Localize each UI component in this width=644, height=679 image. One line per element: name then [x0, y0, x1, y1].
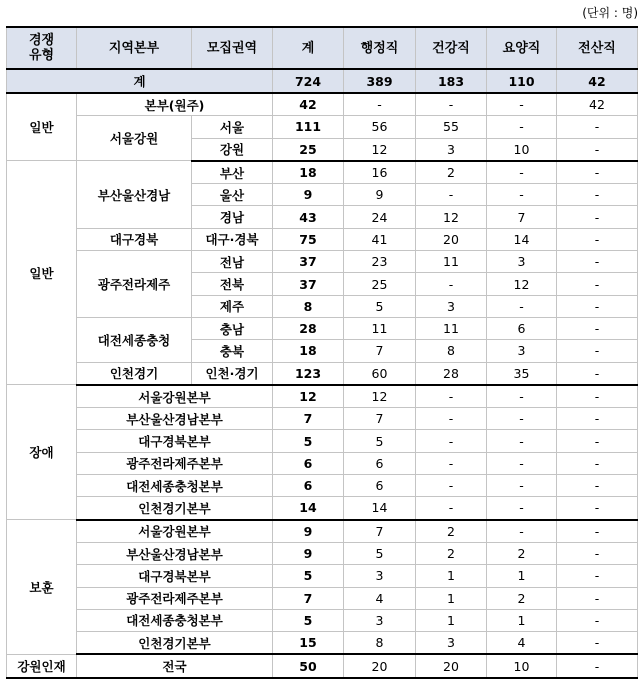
- hq-cell: 광주전라제주: [77, 251, 192, 318]
- total-cell: 37: [273, 273, 344, 295]
- hq-cell: 서울강원본부: [77, 385, 273, 408]
- area-cell: 울산: [192, 184, 273, 206]
- area-cell: 충남: [192, 317, 273, 339]
- table-row: [7, 317, 638, 339]
- health-cell: 12: [416, 206, 487, 228]
- hq-cell: 부산울산경남본부: [77, 408, 273, 430]
- care-cell: -: [487, 93, 557, 116]
- admin-cell: 6: [344, 475, 416, 497]
- health-cell: -: [416, 385, 487, 408]
- it-cell: -: [557, 340, 638, 362]
- table-row: [7, 632, 638, 655]
- it-cell: -: [557, 609, 638, 631]
- care-cell: -: [487, 520, 557, 543]
- it-cell: -: [557, 251, 638, 273]
- it-cell: -: [557, 475, 638, 497]
- care-cell: -: [487, 452, 557, 474]
- care-cell: 2: [487, 542, 557, 564]
- admin-cell: 12: [344, 138, 416, 161]
- care-cell: -: [487, 408, 557, 430]
- care-cell: 10: [487, 138, 557, 161]
- hq-cell: 대전세종충청본부: [77, 609, 273, 631]
- health-cell: 2: [416, 520, 487, 543]
- admin-cell: 4: [344, 587, 416, 609]
- health-cell: 1: [416, 609, 487, 631]
- health-cell: 1: [416, 587, 487, 609]
- area-cell: 인천·경기: [192, 362, 273, 385]
- it-cell: -: [557, 632, 638, 655]
- it-cell: -: [557, 273, 638, 295]
- it-cell: -: [557, 161, 638, 184]
- total-cell: 37: [273, 251, 344, 273]
- care-cell: 1: [487, 609, 557, 631]
- area-cell: 서울: [192, 116, 273, 138]
- care-cell: 1: [487, 565, 557, 587]
- it-cell: -: [557, 385, 638, 408]
- table-row: [7, 452, 638, 474]
- admin-cell: 60: [344, 362, 416, 385]
- header-row: [7, 27, 638, 69]
- it-cell: -: [557, 408, 638, 430]
- type-cell: 장애: [7, 385, 77, 520]
- type-cell: 일반: [7, 93, 77, 161]
- area-cell: 전북: [192, 273, 273, 295]
- area-cell: 대구·경북: [192, 228, 273, 250]
- total-label: 계: [7, 69, 273, 93]
- care-cell: 3: [487, 340, 557, 362]
- it-cell: 42: [557, 93, 638, 116]
- care-cell: 14: [487, 228, 557, 250]
- area-cell: 제주: [192, 295, 273, 317]
- recruitment-table: [6, 26, 638, 679]
- care-cell: -: [487, 385, 557, 408]
- admin-cell: 7: [344, 408, 416, 430]
- total-cell: 8: [273, 295, 344, 317]
- total-it: 42: [557, 69, 638, 93]
- table-row: [7, 587, 638, 609]
- total-cell: 18: [273, 340, 344, 362]
- health-cell: 2: [416, 161, 487, 184]
- health-cell: 20: [416, 654, 487, 677]
- care-cell: -: [487, 497, 557, 520]
- unit-note: (단위 : 명): [582, 6, 638, 20]
- table-row: [7, 565, 638, 587]
- admin-cell: -: [344, 93, 416, 116]
- health-cell: -: [416, 452, 487, 474]
- table-row: [7, 475, 638, 497]
- total-cell: 18: [273, 161, 344, 184]
- hq-cell: 인천경기: [77, 362, 192, 385]
- health-cell: 3: [416, 632, 487, 655]
- area-cell: 강원: [192, 138, 273, 161]
- care-cell: -: [487, 475, 557, 497]
- hq-cell: 광주전라제주본부: [77, 452, 273, 474]
- it-cell: -: [557, 116, 638, 138]
- table-row: [7, 542, 638, 564]
- care-cell: -: [487, 184, 557, 206]
- health-cell: -: [416, 497, 487, 520]
- total-admin: 389: [344, 69, 416, 93]
- area-cell: 부산: [192, 161, 273, 184]
- admin-cell: 3: [344, 609, 416, 631]
- it-cell: -: [557, 587, 638, 609]
- it-cell: -: [557, 452, 638, 474]
- care-cell: 4: [487, 632, 557, 655]
- total-cell: 25: [273, 138, 344, 161]
- total-cell: 9: [273, 184, 344, 206]
- it-cell: -: [557, 542, 638, 564]
- care-cell: 35: [487, 362, 557, 385]
- it-cell: -: [557, 317, 638, 339]
- total-health: 183: [416, 69, 487, 93]
- admin-cell: 5: [344, 295, 416, 317]
- admin-cell: 5: [344, 542, 416, 564]
- total-cell: 43: [273, 206, 344, 228]
- hq-cell: 대전세종충청본부: [77, 475, 273, 497]
- total-cell: 12: [273, 385, 344, 408]
- health-cell: 3: [416, 295, 487, 317]
- total-care: 110: [487, 69, 557, 93]
- header-care: 요양직: [487, 27, 557, 69]
- hq-cell: 서울강원본부: [77, 520, 273, 543]
- health-cell: 1: [416, 565, 487, 587]
- type-cell: 보훈: [7, 520, 77, 655]
- health-cell: 28: [416, 362, 487, 385]
- total-cell: 6: [273, 452, 344, 474]
- header-it: 전산직: [557, 27, 638, 69]
- admin-cell: 25: [344, 273, 416, 295]
- admin-cell: 5: [344, 430, 416, 452]
- total-cell: 9: [273, 520, 344, 543]
- health-cell: -: [416, 430, 487, 452]
- table-row: [7, 609, 638, 631]
- hq-cell: 대전세종충청: [77, 317, 192, 362]
- table-row: [7, 497, 638, 520]
- total-cell: 42: [273, 93, 344, 116]
- it-cell: -: [557, 430, 638, 452]
- hq-cell: 대구경북본부: [77, 430, 273, 452]
- health-cell: -: [416, 93, 487, 116]
- header-type: 경쟁 유형: [7, 27, 77, 69]
- care-cell: 12: [487, 273, 557, 295]
- it-cell: -: [557, 654, 638, 677]
- hq-cell: 인천경기본부: [77, 497, 273, 520]
- care-cell: 2: [487, 587, 557, 609]
- health-cell: 3: [416, 138, 487, 161]
- health-cell: -: [416, 408, 487, 430]
- total-cell: 111: [273, 116, 344, 138]
- admin-cell: 24: [344, 206, 416, 228]
- total-cell: 28: [273, 317, 344, 339]
- it-cell: -: [557, 228, 638, 250]
- admin-cell: 7: [344, 340, 416, 362]
- header-area: 모집권역: [192, 27, 273, 69]
- hq-cell: 대구경북본부: [77, 565, 273, 587]
- hq-cell: 부산울산경남본부: [77, 542, 273, 564]
- table-row: [7, 362, 638, 385]
- health-cell: -: [416, 184, 487, 206]
- it-cell: -: [557, 295, 638, 317]
- it-cell: -: [557, 138, 638, 161]
- health-cell: 11: [416, 317, 487, 339]
- total-cell: 724: [273, 69, 344, 93]
- total-cell: 123: [273, 362, 344, 385]
- table-row: [7, 654, 638, 677]
- admin-cell: 9: [344, 184, 416, 206]
- admin-cell: 41: [344, 228, 416, 250]
- care-cell: -: [487, 161, 557, 184]
- total-row: [7, 69, 638, 93]
- total-cell: 5: [273, 430, 344, 452]
- it-cell: -: [557, 362, 638, 385]
- hq-cell: 대구경북: [77, 228, 192, 250]
- total-cell: 14: [273, 497, 344, 520]
- health-cell: -: [416, 273, 487, 295]
- table-row: [7, 251, 638, 273]
- admin-cell: 8: [344, 632, 416, 655]
- it-cell: -: [557, 497, 638, 520]
- admin-cell: 7: [344, 520, 416, 543]
- admin-cell: 20: [344, 654, 416, 677]
- care-cell: -: [487, 430, 557, 452]
- care-cell: 3: [487, 251, 557, 273]
- table-row: [7, 116, 638, 138]
- header-hq: 지역본부: [77, 27, 192, 69]
- care-cell: 7: [487, 206, 557, 228]
- health-cell: 20: [416, 228, 487, 250]
- it-cell: -: [557, 520, 638, 543]
- area-cell: 경남: [192, 206, 273, 228]
- admin-cell: 12: [344, 385, 416, 408]
- total-cell: 6: [273, 475, 344, 497]
- hq-cell: 전국: [77, 654, 273, 677]
- table-row: [7, 93, 638, 116]
- hq-cell: 서울강원: [77, 116, 192, 161]
- total-cell: 5: [273, 609, 344, 631]
- admin-cell: 3: [344, 565, 416, 587]
- total-cell: 9: [273, 542, 344, 564]
- total-cell: 75: [273, 228, 344, 250]
- it-cell: -: [557, 184, 638, 206]
- total-cell: 7: [273, 408, 344, 430]
- header-total: 계: [273, 27, 344, 69]
- header-admin: 행정직: [344, 27, 416, 69]
- type-cell: 일반: [7, 161, 77, 385]
- admin-cell: 16: [344, 161, 416, 184]
- care-cell: 10: [487, 654, 557, 677]
- health-cell: 8: [416, 340, 487, 362]
- admin-cell: 11: [344, 317, 416, 339]
- care-cell: -: [487, 295, 557, 317]
- total-cell: 15: [273, 632, 344, 655]
- area-cell: 충북: [192, 340, 273, 362]
- table-row: [7, 408, 638, 430]
- care-cell: 6: [487, 317, 557, 339]
- hq-cell: 부산울산경남: [77, 161, 192, 228]
- table-row: [7, 520, 638, 543]
- health-cell: 55: [416, 116, 487, 138]
- header-health: 건강직: [416, 27, 487, 69]
- type-cell: 강원인재: [7, 654, 77, 677]
- total-cell: 7: [273, 587, 344, 609]
- health-cell: 2: [416, 542, 487, 564]
- health-cell: 11: [416, 251, 487, 273]
- admin-cell: 14: [344, 497, 416, 520]
- table-row: [7, 228, 638, 250]
- admin-cell: 6: [344, 452, 416, 474]
- total-cell: 50: [273, 654, 344, 677]
- it-cell: -: [557, 206, 638, 228]
- admin-cell: 23: [344, 251, 416, 273]
- admin-cell: 56: [344, 116, 416, 138]
- table-row: [7, 161, 638, 184]
- area-cell: 전남: [192, 251, 273, 273]
- hq-cell: 인천경기본부: [77, 632, 273, 655]
- hq-cell: 본부(원주): [77, 93, 273, 116]
- care-cell: -: [487, 116, 557, 138]
- it-cell: -: [557, 565, 638, 587]
- health-cell: -: [416, 475, 487, 497]
- hq-cell: 광주전라제주본부: [77, 587, 273, 609]
- table-row: [7, 430, 638, 452]
- total-cell: 5: [273, 565, 344, 587]
- table-row: [7, 385, 638, 408]
